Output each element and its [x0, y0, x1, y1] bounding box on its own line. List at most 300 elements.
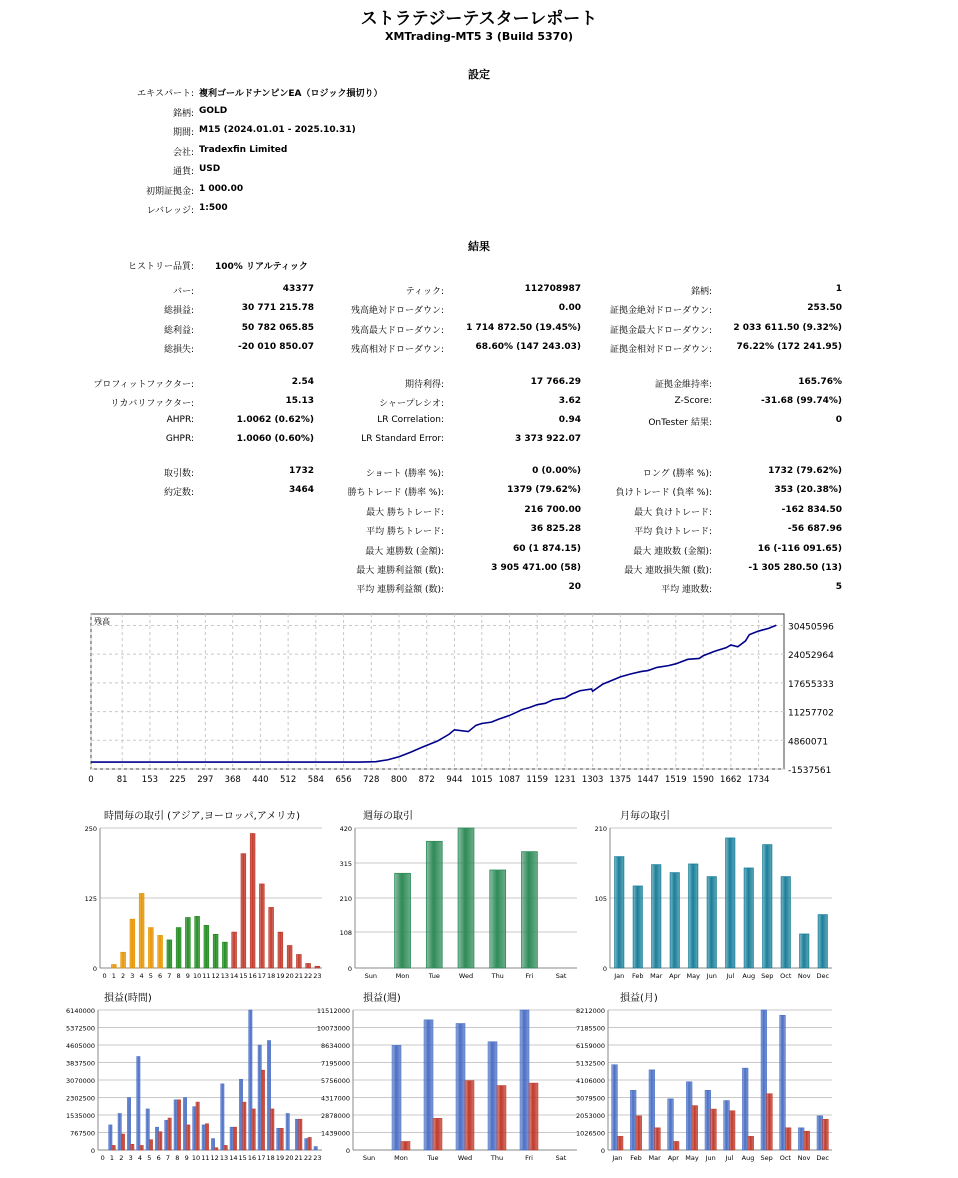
settings-value: 1:500 [199, 203, 228, 213]
profit-bar [211, 1139, 214, 1150]
x-tick-label: 0 [102, 972, 107, 980]
result-value: 30 771 215.78 [241, 303, 314, 313]
result-label: 総利益: [163, 326, 194, 336]
settings-label: レバレッジ: [146, 206, 194, 216]
x-tick-label: Jan [614, 972, 625, 980]
result-value: 76.22% (172 241.95) [736, 342, 842, 352]
x-tick-label: 512 [280, 775, 297, 785]
profit-bar [193, 1107, 196, 1150]
profit-bar [724, 1101, 730, 1150]
x-tick-label: 225 [169, 775, 186, 785]
result-label: ショート (勝率 %): [365, 469, 444, 479]
y-tick-label: 8212000 [576, 1007, 605, 1015]
y-tick-label: 4106000 [576, 1077, 605, 1085]
y-tick-label: 5756000 [321, 1077, 350, 1085]
profit-bar [267, 1041, 270, 1150]
bar [426, 841, 442, 968]
x-tick-label: Sep [760, 1154, 773, 1162]
profit-bar [742, 1068, 748, 1150]
y-tick-label: 1439000 [321, 1129, 350, 1138]
x-tick-label: Sun [362, 1154, 376, 1162]
x-tick-label: Mon [394, 1154, 408, 1162]
x-tick-label: 13 [219, 1154, 229, 1162]
loss-bar [465, 1081, 474, 1150]
result-value: -20 010 850.07 [237, 342, 314, 352]
weekly-profit-chart [315, 988, 585, 1168]
y-tick-label: 5372500 [66, 1024, 95, 1033]
profit-bar [118, 1114, 121, 1150]
x-tick-label: Sun [364, 972, 378, 980]
x-tick-label: Wed [457, 1154, 473, 1162]
result-value: 3 905 471.00 (58) [491, 563, 581, 573]
x-tick-label: 584 [307, 775, 324, 785]
balance-chart [88, 612, 848, 792]
x-tick-label: Nov [797, 1154, 811, 1162]
settings-value: USD [199, 164, 221, 174]
chart-title: 損益(時間) [104, 993, 152, 1004]
x-tick-label: Mon [395, 972, 410, 980]
loss-bar [205, 1124, 208, 1150]
x-tick-label: 7 [165, 1154, 171, 1162]
y-tick-label: 3837500 [66, 1059, 95, 1068]
result-label: 約定数: [163, 488, 194, 498]
x-tick-label: 6 [156, 1154, 161, 1162]
bar [522, 852, 538, 968]
x-tick-label: 1662 [720, 775, 742, 785]
loss-bar [168, 1118, 171, 1150]
result-label: Z-Score: [674, 396, 712, 406]
x-tick-label: Thu [490, 1154, 504, 1162]
result-value: 0 [835, 415, 842, 425]
x-tick-label: Mar [648, 1154, 661, 1162]
x-tick-label: Aug [741, 1154, 755, 1162]
x-tick-label: Jun [705, 1154, 716, 1162]
y-tick-label: -1537561 [788, 766, 832, 776]
loss-bar [748, 1136, 754, 1150]
loss-bar [159, 1132, 162, 1150]
profit-bar [221, 1084, 224, 1150]
profit-bar [668, 1099, 674, 1150]
y-tick-label: 105 [594, 895, 607, 903]
result-label: 証拠金絶対ドローダウン: [609, 306, 712, 316]
y-tick-label: 4860071 [788, 737, 829, 748]
bar [707, 877, 716, 968]
x-tick-label: Apr [667, 1154, 679, 1162]
x-tick-label: 19 [276, 972, 285, 980]
bar [269, 908, 274, 968]
y-tick-label: 0 [347, 965, 352, 973]
x-tick-label: 12 [211, 972, 220, 980]
result-value: 2 033 611.50 (9.32%) [733, 323, 842, 333]
x-tick-label: 1734 [747, 775, 770, 785]
x-tick-label: 17 [257, 972, 267, 980]
x-tick-label: 440 [252, 775, 269, 785]
settings-value: 複利ゴールドナンピンEA（ロジック損切り） [199, 89, 383, 99]
y-tick-label: 1026500 [576, 1129, 605, 1138]
result-label: 残高相対ドローダウン: [350, 345, 444, 355]
report-subtitle: XMTrading-MT5 3 (Build 5370) [384, 30, 574, 43]
loss-bar [497, 1086, 506, 1150]
result-label: シャープレシオ: [379, 399, 444, 409]
x-tick-label: 153 [141, 775, 159, 785]
profit-bar [258, 1045, 261, 1150]
loss-bar [177, 1100, 180, 1150]
result-label: 勝ちトレード (勝率 %): [347, 488, 444, 498]
settings-label: エキスパート: [137, 89, 194, 99]
x-tick-label: 13 [220, 972, 230, 980]
result-label: 最大 連勝数 (金額): [365, 547, 444, 557]
result-value: 216 700.00 [524, 505, 581, 515]
y-tick-label: 0 [345, 1147, 350, 1155]
bar [315, 966, 320, 968]
x-tick-label: Mar [650, 972, 663, 980]
loss-bar [112, 1145, 115, 1150]
x-tick-label: Jul [726, 972, 735, 980]
result-value: 60 (1 874.15) [512, 544, 581, 554]
loss-bar [711, 1109, 717, 1150]
bar [250, 834, 255, 968]
x-tick-label: 0 [100, 1154, 105, 1162]
x-tick-label: 872 [418, 775, 435, 785]
result-value: 1.0062 (0.62%) [236, 415, 314, 425]
x-tick-label: 6 [158, 972, 163, 980]
x-tick-label: 16 [248, 972, 257, 980]
bar [195, 916, 200, 968]
x-tick-label: 4 [139, 972, 144, 980]
x-tick-label: Apr [669, 972, 681, 980]
result-value: 165.76% [798, 377, 842, 387]
bar [278, 932, 283, 968]
y-tick-label: 3079500 [576, 1094, 605, 1103]
bar [287, 946, 292, 968]
loss-bar [121, 1134, 124, 1150]
bar [395, 873, 411, 968]
loss-bar [271, 1109, 274, 1150]
bar [763, 845, 772, 968]
bar [781, 877, 790, 968]
bar [176, 928, 181, 968]
chart-title: 時間毎の取引 (アジア,ヨーロッパ,アメリカ) [104, 811, 301, 822]
loss-bar [729, 1111, 735, 1150]
x-tick-label: Nov [797, 972, 811, 980]
settings-label: 通貨: [172, 167, 194, 177]
profit-bar [761, 1010, 767, 1150]
x-tick-label: 21 [294, 1154, 303, 1162]
profit-bar [686, 1082, 692, 1150]
result-label: 総損益: [163, 306, 194, 316]
y-tick-label: 7185500 [576, 1024, 605, 1033]
result-value: 353 (20.38%) [774, 485, 842, 495]
loss-bar [785, 1128, 791, 1150]
result-label: AHPR: [166, 415, 194, 425]
x-tick-label: 18 [266, 1154, 275, 1162]
x-tick-label: Jun [706, 972, 717, 980]
result-label: 最大 連敗損失額 (数): [624, 566, 712, 576]
y-tick-label: 1535000 [66, 1112, 95, 1120]
monthly-profit-chart [570, 988, 840, 1168]
bar [232, 932, 237, 968]
profit-bar [127, 1098, 130, 1150]
loss-bar [617, 1136, 623, 1150]
result-label: 証拠金維持率: [654, 380, 712, 390]
result-label: 平均 連勝利益額 (数): [356, 585, 444, 595]
y-tick-label: 210 [339, 895, 352, 903]
y-tick-label: 4605000 [66, 1042, 95, 1050]
profit-bar [612, 1065, 618, 1150]
profit-bar [649, 1070, 655, 1150]
bar [149, 928, 154, 968]
bar [800, 934, 809, 968]
x-tick-label: 9 [185, 972, 190, 980]
result-value: 16 (-116 091.65) [757, 544, 842, 554]
settings-label: 初期証拠金: [145, 186, 194, 197]
result-label: ロング (勝率 %): [642, 469, 712, 479]
x-tick-label: Thu [491, 972, 504, 980]
x-tick-label: Sep [761, 972, 774, 980]
x-tick-label: 656 [335, 775, 352, 785]
bar [139, 894, 144, 968]
result-label: LR Correlation: [377, 415, 444, 425]
profit-bar [488, 1042, 497, 1150]
profit-bar [630, 1090, 636, 1150]
result-label: 最大 連敗数 (金額): [633, 547, 712, 557]
result-value: -56 687.96 [787, 524, 842, 534]
x-tick-label: 81 [116, 775, 128, 785]
result-value: 20 [568, 582, 581, 592]
x-tick-label: 23 [313, 1154, 322, 1162]
loss-bar [433, 1118, 442, 1150]
loss-bar [280, 1128, 283, 1150]
y-tick-label: 108 [339, 929, 352, 937]
profit-bar [456, 1024, 465, 1150]
x-tick-label: 3 [130, 972, 135, 980]
y-tick-label: 2302500 [66, 1094, 95, 1103]
x-tick-label: Oct [780, 972, 792, 980]
x-tick-label: 800 [390, 775, 408, 785]
x-tick-label: 20 [285, 1154, 294, 1162]
result-label: 残高絶対ドローダウン: [350, 306, 444, 316]
result-value: 3464 [288, 485, 314, 495]
result-label: GHPR: [165, 434, 194, 444]
x-tick-label: May [685, 1154, 699, 1162]
loss-bar [131, 1144, 134, 1150]
chart-title: 残高 [94, 617, 110, 626]
y-tick-label: 210 [594, 825, 607, 833]
bar [306, 964, 311, 968]
result-label: 最大 勝ちトレード: [366, 508, 444, 518]
profit-bar [305, 1139, 308, 1150]
result-value: 1732 (79.62%) [768, 466, 842, 476]
x-tick-label: Jul [725, 1154, 734, 1162]
settings-value: Tradexfin Limited [199, 144, 288, 155]
result-value: 112708987 [524, 284, 581, 294]
x-tick-label: 23 [313, 972, 322, 980]
loss-bar [529, 1083, 538, 1150]
result-label: 総損失: [163, 345, 194, 355]
y-tick-label: 11257702 [788, 708, 834, 719]
x-tick-label: 19 [275, 1154, 285, 1162]
history-quality-label: ヒストリー品質: [127, 262, 194, 272]
x-tick-label: 1015 [470, 775, 493, 785]
bar [297, 955, 302, 968]
x-tick-label: May [686, 972, 700, 980]
y-tick-label: 767500 [70, 1129, 95, 1138]
profit-bar [183, 1098, 186, 1150]
result-value: 1.0060 (0.60%) [236, 434, 314, 444]
profit-bar [155, 1127, 158, 1150]
y-tick-label: 2053000 [576, 1112, 605, 1120]
x-tick-label: 1590 [692, 775, 714, 785]
bar [241, 854, 246, 968]
settings-heading: 設定 [468, 68, 490, 81]
x-tick-label: 944 [446, 775, 463, 785]
result-label: 証拠金最大ドローダウン: [609, 326, 712, 336]
result-value: -162 834.50 [781, 505, 842, 515]
bar [223, 942, 228, 968]
results-heading: 結果 [468, 240, 490, 253]
result-label: 最大 負けトレード: [634, 508, 712, 518]
settings-label: 会社: [172, 147, 194, 158]
result-label: 平均 負けトレード: [634, 527, 712, 537]
x-tick-label: 1 [109, 1154, 115, 1162]
x-tick-label: 17 [257, 1154, 266, 1162]
result-value: 3.62 [558, 396, 581, 406]
x-tick-label: Sat [555, 1154, 567, 1162]
profit-bar [239, 1079, 242, 1150]
bar [615, 857, 624, 968]
x-tick-label: 5 [147, 1154, 152, 1162]
settings-value: GOLD [199, 105, 228, 116]
chart-title: 損益(週) [363, 993, 401, 1004]
result-value: 1 714 872.50 (19.45%) [466, 323, 581, 333]
loss-bar [224, 1145, 227, 1150]
result-label: 平均 連敗数: [661, 585, 712, 595]
result-label: リカバリファクター: [110, 399, 194, 409]
profit-bar [817, 1116, 823, 1150]
loss-bar [243, 1102, 246, 1150]
profit-bar [424, 1020, 433, 1150]
bar [726, 838, 735, 968]
y-tick-label: 11512000 [316, 1007, 350, 1015]
x-tick-label: 9 [184, 1154, 189, 1162]
result-value: 43377 [282, 284, 314, 294]
x-tick-label: Tue [428, 972, 440, 980]
bar [204, 925, 209, 968]
profit-bar [286, 1114, 289, 1150]
profit-bar [295, 1119, 298, 1150]
loss-bar [401, 1141, 410, 1150]
bar [458, 828, 474, 968]
result-label: ティック: [405, 287, 444, 297]
profit-bar [109, 1125, 112, 1150]
x-tick-label: 728 [363, 775, 380, 785]
result-label: OnTester 結果: [648, 418, 712, 428]
result-value: 1732 [288, 466, 314, 476]
x-tick-label: 368 [224, 775, 241, 785]
loss-bar [149, 1140, 152, 1150]
hourly-trades-chart [80, 806, 330, 986]
y-tick-label: 5132500 [576, 1059, 605, 1068]
bar [633, 886, 642, 968]
y-tick-label: 6159000 [576, 1042, 605, 1050]
result-label: 平均 勝ちトレード: [366, 527, 444, 537]
y-tick-label: 6140000 [66, 1007, 95, 1015]
profit-bar [174, 1100, 177, 1150]
x-tick-label: Fri [525, 972, 534, 980]
x-tick-label: 3 [128, 1154, 133, 1162]
result-label: LR Standard Error: [361, 434, 444, 444]
loss-bar [215, 1148, 218, 1150]
x-tick-label: 22 [303, 1154, 313, 1162]
settings-value: 1 000.00 [199, 183, 244, 194]
result-value: 5 [835, 582, 842, 592]
x-tick-label: Feb [630, 1154, 642, 1162]
bar [818, 915, 827, 968]
x-tick-label: 1447 [637, 775, 659, 785]
plot-frame [91, 614, 784, 769]
y-tick-label: 7195000 [321, 1059, 350, 1068]
y-tick-label: 2878000 [321, 1112, 350, 1120]
y-tick-label: 0 [600, 1147, 605, 1155]
result-label: バー: [172, 287, 194, 297]
loss-bar [767, 1094, 773, 1150]
bar [260, 884, 265, 968]
result-value: 0.00 [558, 303, 581, 313]
x-tick-label: Dec [816, 1154, 829, 1162]
loss-bar [308, 1137, 311, 1150]
y-tick-label: 420 [339, 825, 352, 833]
bar [112, 965, 117, 968]
y-tick-label: 315 [339, 860, 352, 868]
y-tick-label: 3070000 [66, 1077, 95, 1085]
x-tick-label: 14 [229, 1154, 238, 1162]
bar [213, 934, 218, 968]
profit-bar [392, 1045, 401, 1150]
loss-bar [233, 1127, 236, 1150]
y-tick-label: 30450596 [788, 622, 834, 633]
x-tick-label: 1303 [581, 775, 604, 785]
profit-bar [520, 1010, 529, 1150]
x-tick-label: 14 [229, 972, 239, 980]
y-tick-label: 8634000 [321, 1042, 350, 1050]
x-tick-label: Jan [612, 1154, 623, 1162]
bar [689, 864, 698, 968]
result-label: 期待利得: [404, 380, 444, 390]
report-title: ストラテジーテスターレポート [360, 9, 598, 29]
loss-bar [140, 1145, 143, 1150]
loss-bar [187, 1125, 190, 1150]
loss-bar [655, 1128, 661, 1150]
profit-bar [230, 1127, 233, 1150]
result-value: 0.94 [558, 415, 581, 425]
x-tick-label: 1087 [498, 775, 521, 785]
result-label: 取引数: [163, 469, 194, 479]
bar [158, 936, 163, 968]
x-tick-label: Sat [555, 972, 567, 980]
result-label: 負けトレード (負率 %): [615, 488, 712, 498]
result-value: 1 [835, 284, 842, 294]
hourly-profit-chart [60, 988, 330, 1168]
x-tick-label: Feb [631, 972, 644, 980]
x-tick-label: 1231 [554, 775, 576, 785]
loss-bar [804, 1131, 810, 1150]
result-label: 証拠金相対ドローダウン: [609, 345, 712, 355]
x-tick-label: Aug [742, 972, 756, 980]
x-tick-label: Dec [816, 972, 830, 980]
y-tick-label: 4317000 [321, 1094, 350, 1103]
profit-bar [277, 1128, 280, 1150]
x-tick-label: 1 [111, 972, 116, 980]
